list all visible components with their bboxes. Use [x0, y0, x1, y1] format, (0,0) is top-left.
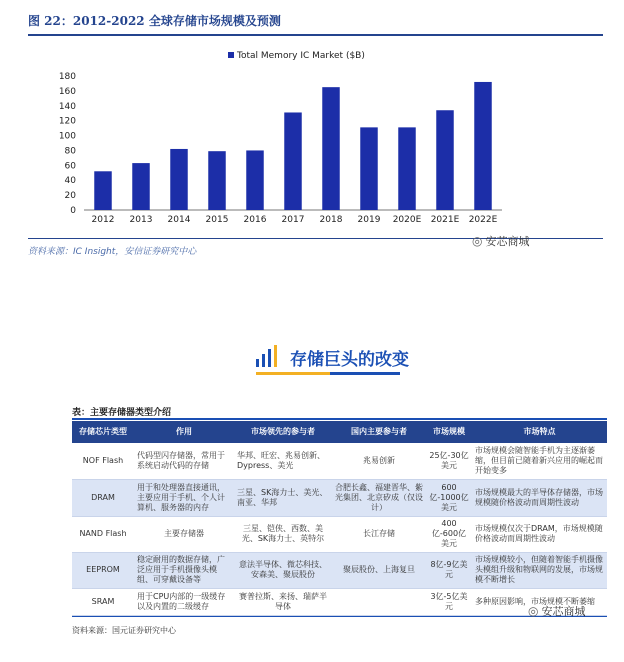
- table-cell: 市场规模较小，但随着智能手机摄像头模组升级和物联网的发展，市场规模不断增长: [472, 552, 607, 588]
- x-tick-label: 2022E: [468, 215, 498, 225]
- bar-2021E: [436, 110, 453, 210]
- table-header-cell: 市场规模: [426, 421, 472, 443]
- memory-market-bar-chart: [40, 40, 610, 235]
- x-tick-label: 2013: [129, 215, 153, 225]
- table-cell: 三星、SK海力士、美光、南亚、华邦: [234, 479, 332, 516]
- bar-2013: [132, 163, 149, 210]
- table-cell: 市场规模仅次于DRAM，市场规模随价格波动而周期性波动: [472, 516, 607, 552]
- table-watermark-text: 安芯商城: [541, 605, 586, 618]
- table-cell: SRAM: [72, 588, 134, 615]
- table-cell: [332, 588, 426, 615]
- x-tick-label: 2020E: [392, 215, 422, 225]
- y-tick-label: 180: [58, 72, 76, 82]
- figure-watermark-text: 安芯商城: [485, 235, 530, 248]
- table-cell: 600亿-1000亿美元: [426, 479, 472, 516]
- memory-types-table: [72, 421, 607, 616]
- table-cell: 25亿-30亿美元: [426, 443, 472, 479]
- y-tick-label: 20: [64, 191, 76, 202]
- x-tick-label: 2015: [205, 215, 229, 225]
- table-cell: 市场规模会随智能手机为主逐渐萎缩，但目前已随着新兴应用的崛起而开始变多: [472, 443, 607, 479]
- figure-title: 图 22：2012-2022 全球存储市场规模及预测: [28, 14, 281, 28]
- x-tick-label: 2012: [91, 215, 115, 225]
- table-cell: EEPROM: [72, 552, 134, 588]
- wechat-icon: ◎: [528, 604, 539, 618]
- table-cell: 意法半导体、微芯科技、安森美、聚辰股份: [234, 552, 332, 588]
- table-bottom-rule: [72, 616, 607, 617]
- table-cell: 华邦、旺宏、兆易创新、Dypress、美光: [234, 443, 332, 479]
- bar-2015: [208, 151, 225, 210]
- y-tick-label: 140: [58, 101, 76, 112]
- table-header-cell: 国内主要参与者: [332, 421, 426, 443]
- bar-2018: [322, 87, 339, 210]
- table-cell: 赛普拉斯、来扬、瑞萨半导体: [234, 588, 332, 615]
- section-rule: [330, 372, 400, 375]
- table-top-rule: [72, 418, 607, 420]
- table-header-cell: 作用: [134, 421, 234, 443]
- x-tick-label: 2017: [281, 215, 305, 225]
- table-header-row: [72, 421, 607, 443]
- x-tick-label: 2016: [243, 215, 267, 225]
- table-row: [72, 479, 607, 516]
- bar-2017: [284, 112, 301, 210]
- bar-2016: [246, 150, 263, 210]
- table-cell: 多种原因影响，市场规模不断萎缩: [472, 588, 607, 615]
- table-header-cell: 市场领先的参与者: [234, 421, 332, 443]
- figure-title-rule: [28, 34, 603, 36]
- y-tick-label: 100: [58, 131, 76, 142]
- wechat-icon: ◎: [472, 234, 483, 248]
- y-tick-label: 60: [64, 161, 76, 172]
- table-row: [72, 443, 607, 479]
- legend-swatch: [228, 52, 234, 58]
- table-cell: 用于和处理器直接通讯，主要应用于手机、个人计算机、服务器的内存: [134, 479, 234, 516]
- bars-icon: [256, 345, 282, 367]
- table-header-cell: 存储芯片类型: [72, 421, 134, 443]
- y-tick-label: 120: [58, 116, 76, 127]
- table-row: [72, 552, 607, 588]
- table-row: [72, 516, 607, 552]
- section-rule-accent: [256, 372, 330, 375]
- figure-watermark: [472, 233, 529, 249]
- table-source: 资料来源：国元证券研究中心: [72, 626, 176, 635]
- x-tick-label: 2019: [357, 215, 381, 225]
- bar-2014: [170, 149, 187, 210]
- figure-source: 资料来源：IC Insight，安信证券研究中心: [28, 247, 197, 257]
- table-cell: DRAM: [72, 479, 134, 516]
- bar-2022E: [474, 82, 491, 210]
- table-row: [72, 588, 607, 615]
- table-cell: 代码型闪存储器，常用于系统启动代码的存储: [134, 443, 234, 479]
- table-cell: 用于CPU内部的一级缓存以及内置的二级缓存: [134, 588, 234, 615]
- legend-label: Total Memory IC Market ($B): [237, 51, 365, 61]
- table-cell: 兆易创新: [332, 443, 426, 479]
- y-tick-label: 160: [58, 86, 76, 97]
- table-cell: 3亿-5亿美元: [426, 588, 472, 615]
- table-cell: 长江存储: [332, 516, 426, 552]
- table-cell: 聚辰股份、上海复旦: [332, 552, 426, 588]
- table-cell: 稳定耐用的数据存储，广泛应用于手机摄像头模组、可穿戴设备等: [134, 552, 234, 588]
- bar-2012: [94, 171, 111, 210]
- x-tick-label: 2021E: [430, 215, 460, 225]
- y-tick-label: 40: [64, 176, 76, 187]
- table-cell: NAND Flash: [72, 516, 134, 552]
- table-cell: 8亿-9亿美元: [426, 552, 472, 588]
- table-cell: 400亿-600亿美元: [426, 516, 472, 552]
- table-watermark: [528, 603, 585, 619]
- section-title: 存储巨头的改变: [290, 350, 409, 370]
- table-cell: 三星、铠侠、西数、美光、SK海力士、英特尔: [234, 516, 332, 552]
- table-cell: NOF Flash: [72, 443, 134, 479]
- table-cell: 合肥长鑫、福建晋华、紫光集团、北京矽成（仅设计）: [332, 479, 426, 516]
- table-header-cell: 市场特点: [472, 421, 607, 443]
- table-caption: 表：主要存储器类型介绍: [72, 408, 172, 418]
- bar-2019: [360, 127, 377, 210]
- bar-2020E: [398, 127, 415, 210]
- table-cell: 主要存储器: [134, 516, 234, 552]
- x-tick-label: 2018: [319, 215, 343, 225]
- y-tick-label: 0: [70, 206, 76, 216]
- table-cell: 市场规模最大的半导体存储器，市场规模随价格波动而周期性波动: [472, 479, 607, 516]
- y-tick-label: 80: [64, 146, 76, 157]
- x-tick-label: 2014: [167, 215, 191, 225]
